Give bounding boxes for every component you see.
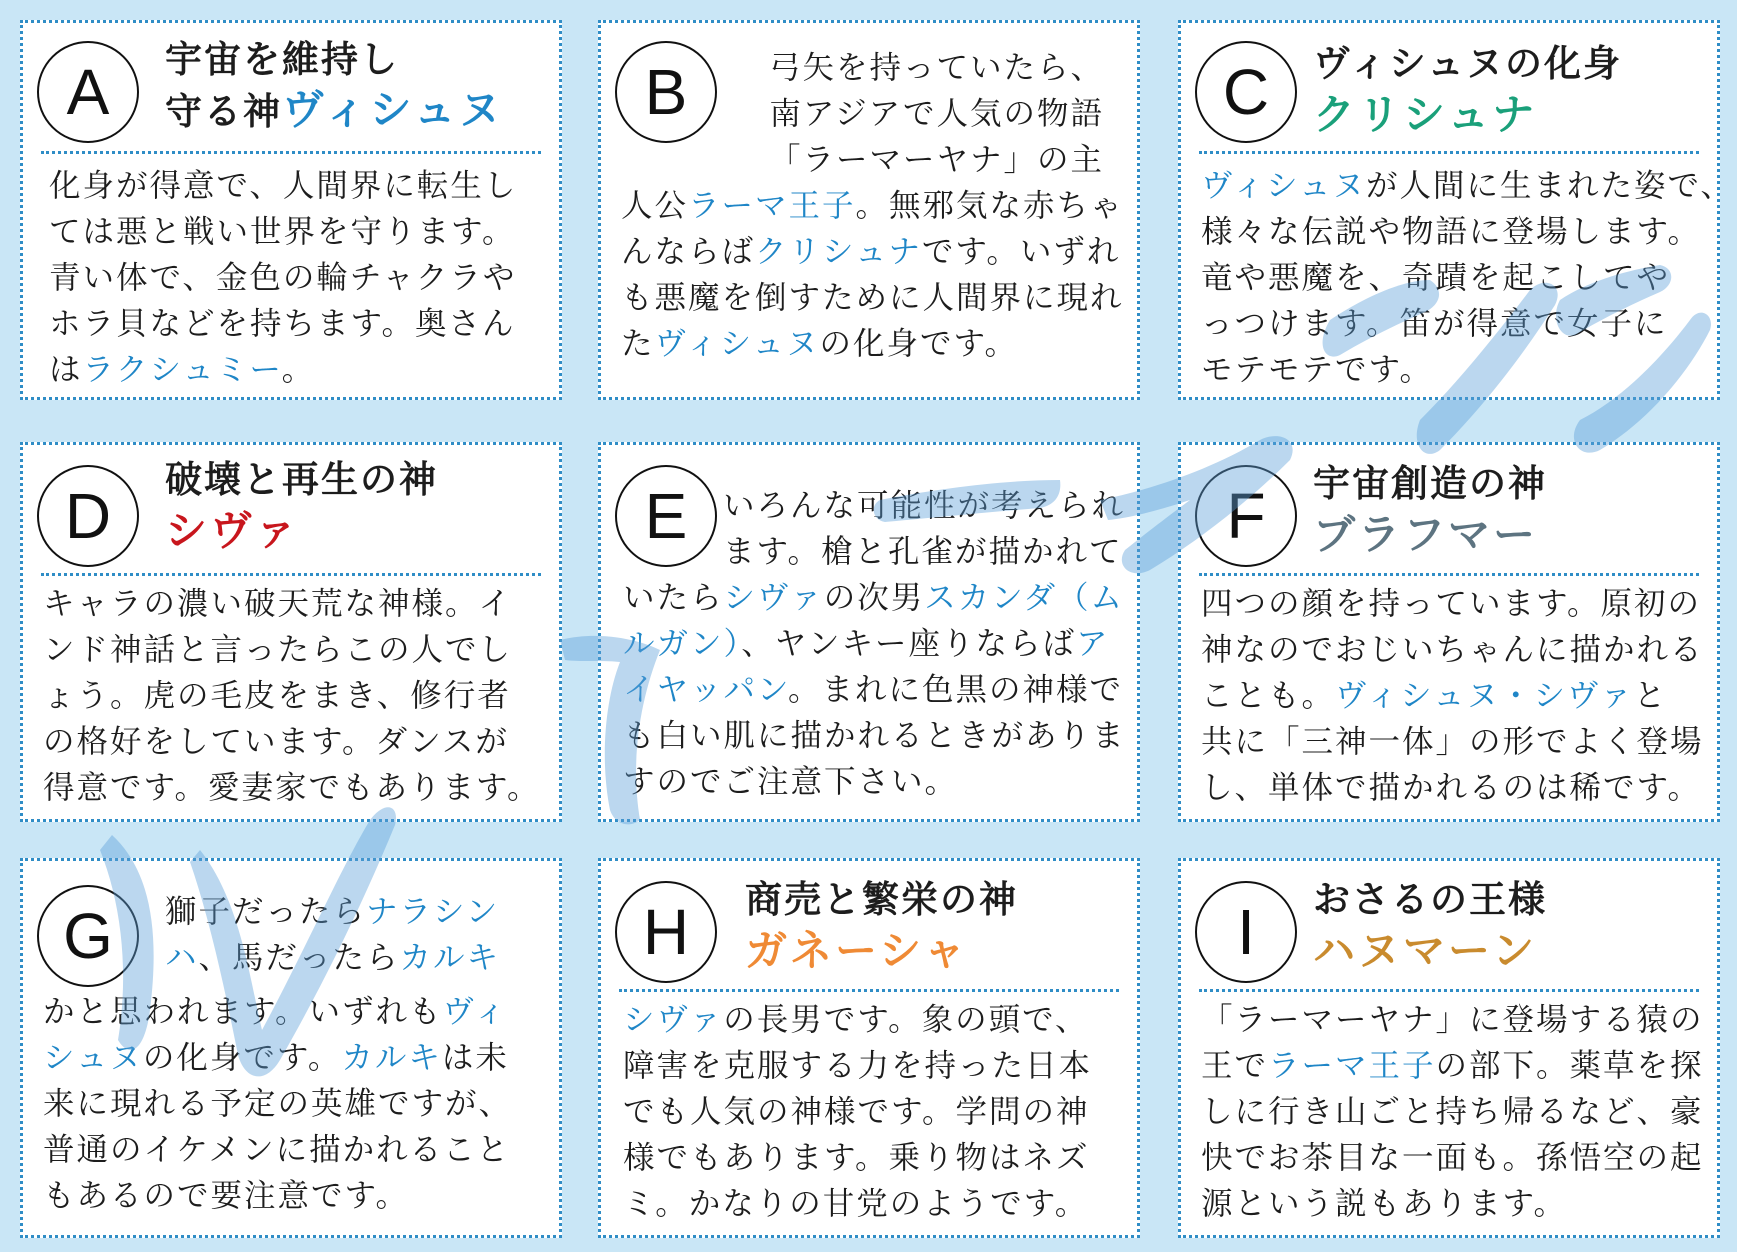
body-line: [49, 301, 517, 347]
card-body: [621, 183, 1124, 367]
body-text: と: [1633, 678, 1668, 714]
body-text: 、ヤンキー座りならば: [741, 626, 1076, 662]
body-line: [769, 137, 1104, 183]
divider: [41, 151, 541, 154]
body-line: [1201, 209, 1734, 255]
body-text: 源という説もあります。: [1201, 1186, 1567, 1222]
body-line: [43, 1127, 512, 1173]
body-line: [1201, 163, 1734, 209]
body-text: 弓矢を持っていたら、: [769, 50, 1105, 86]
card-f: [1178, 442, 1720, 822]
letter-badge: D: [37, 465, 139, 567]
divider: [619, 989, 1119, 992]
card-body: [43, 581, 540, 811]
body-line: [623, 1181, 1092, 1227]
card-g: [20, 858, 562, 1238]
body-line: [49, 209, 517, 255]
body-line: [621, 275, 1124, 321]
highlight-term: シヴァ: [623, 1002, 724, 1038]
highlight-term: ナラシン: [366, 894, 500, 930]
body-text: 。まれに色黒の神様で: [787, 672, 1123, 708]
body-text: の次男: [823, 580, 925, 616]
body-text: 様々な伝説や物語に登場します。: [1201, 214, 1701, 250]
highlight-term: カルキ: [341, 1040, 442, 1076]
body-line: [723, 483, 1125, 529]
card-body: [623, 575, 1126, 805]
body-text: 。: [281, 352, 316, 388]
divider: [41, 573, 541, 576]
body-line: [43, 673, 540, 719]
body-line: [1201, 1135, 1704, 1181]
highlight-term: ルガン）: [623, 626, 742, 662]
body-text: 来に現れる予定の英雄ですが、: [43, 1086, 513, 1122]
letter-badge: B: [615, 41, 717, 143]
body-text: し、単体で描かれるのは稀です。: [1201, 770, 1701, 806]
card-body-top: [165, 889, 500, 981]
card-e: [598, 442, 1140, 822]
body-text: キャラの濃い破天荒な神様。イ: [43, 586, 513, 622]
body-line: [43, 719, 540, 765]
highlight-term: ヴィシュヌ: [654, 326, 820, 362]
deity-name: ブラフマー: [1313, 510, 1539, 559]
body-text: が人間に生まれた姿で、: [1365, 168, 1734, 204]
body-text: 神なのでおじいちゃんに描かれる: [1201, 632, 1704, 668]
body-text: ます。槍と孔雀が描かれて: [723, 534, 1123, 570]
highlight-term: クリシュナ: [755, 234, 922, 270]
body-text: 様でもあります。乗り物はネズ: [623, 1140, 1090, 1176]
title-line-1: 商売と繁栄の神: [745, 878, 1018, 921]
deity-name: ヴィシュヌ: [282, 85, 504, 134]
body-text: の化身です。: [142, 1040, 342, 1076]
body-line: [49, 163, 517, 209]
highlight-term: ラクシュミー: [82, 352, 282, 388]
divider: [1199, 989, 1699, 992]
body-line: [1201, 719, 1704, 765]
body-text: も悪魔を倒すために人間界に現れ: [621, 280, 1124, 316]
body-line: [769, 45, 1104, 91]
body-line: [621, 229, 1124, 275]
body-text: んならば: [621, 234, 756, 270]
body-line: [1201, 673, 1704, 719]
body-line: [621, 183, 1124, 229]
highlight-term: シュヌ: [43, 1040, 143, 1076]
body-line: [43, 989, 512, 1035]
body-line: [623, 1135, 1092, 1181]
card-body: [1201, 163, 1734, 393]
letter-badge: H: [615, 881, 717, 983]
card-i: [1178, 858, 1720, 1238]
body-line: [43, 1035, 512, 1081]
card-title: [1313, 39, 1622, 141]
body-text: ホラ貝などを持ちます。奥さん: [49, 306, 516, 342]
highlight-term: シヴァ: [723, 580, 824, 616]
card-title: [745, 875, 1018, 977]
body-text: は未: [441, 1040, 509, 1076]
card-a: [20, 20, 562, 400]
body-text: 人公: [621, 188, 689, 224]
card-title: [165, 455, 438, 557]
body-line: [1201, 347, 1734, 393]
body-line: [165, 889, 500, 935]
highlight-term: イヤッパン: [623, 672, 788, 708]
body-line: [623, 997, 1092, 1043]
highlight-term: ハ: [165, 940, 199, 976]
body-text: ことも。: [1201, 678, 1336, 714]
body-line: [623, 667, 1126, 713]
body-line: [769, 91, 1104, 137]
body-line: [623, 759, 1126, 805]
letter-badge: E: [615, 465, 717, 567]
body-text: ては悪と戦い世界を守ります。: [49, 214, 516, 250]
card-h: [598, 858, 1140, 1238]
letter-badge: A: [37, 41, 139, 143]
title-line-1: ヴィシュヌの化身: [1313, 42, 1623, 85]
card-body: [1201, 581, 1704, 811]
card-c: [1178, 20, 1734, 400]
highlight-term: カルキ: [399, 940, 501, 976]
divider: [1199, 573, 1699, 576]
body-text: 普通のイケメンに描かれること: [43, 1132, 511, 1168]
body-text: 共に「三神一体」の形でよく登場: [1201, 724, 1704, 760]
card-body: [1201, 997, 1704, 1227]
title-line-1: 破壊と再生の神: [165, 458, 438, 501]
body-line: [623, 1089, 1092, 1135]
letter-badge: G: [37, 885, 139, 987]
card-d: [20, 442, 562, 822]
body-line: [623, 621, 1126, 667]
title-line-2-prefix: 守る神: [165, 90, 282, 133]
card-title: [165, 35, 504, 137]
letter-badge: F: [1195, 465, 1297, 567]
body-line: [43, 627, 540, 673]
body-text: 南アジアで人気の物語: [769, 96, 1105, 132]
body-text: の格好をしています。ダンスが: [43, 724, 509, 760]
body-text: もあるので要注意です。: [43, 1178, 409, 1214]
body-text: 。無邪気な赤ちゃ: [855, 188, 1124, 224]
body-line: [623, 713, 1126, 759]
body-line: [1201, 1089, 1704, 1135]
highlight-term: ヴィシュヌ・シヴァ: [1335, 678, 1634, 714]
body-text: の部下。薬草を探: [1435, 1048, 1704, 1084]
card-title: [1313, 875, 1547, 977]
deity-name: クリシュナ: [1313, 90, 1538, 139]
body-text: 「ラーマーヤナ」の主: [769, 142, 1105, 178]
card-body-top: [723, 483, 1125, 575]
body-text: 障害を克服する力を持った日本: [623, 1048, 1093, 1084]
highlight-term: ヴィ: [442, 994, 508, 1030]
card-b: [598, 20, 1140, 400]
title-line-1: 宇宙を維持し: [165, 38, 399, 81]
body-text: ょう。虎の毛皮をまき、修行者: [43, 678, 511, 714]
body-text: の化身です。: [819, 326, 1018, 362]
body-text: の長男です。象の頭で、: [723, 1002, 1089, 1038]
title-line-1: おさるの王様: [1313, 878, 1547, 921]
body-text: しに行き山ごと持ち帰るなど、豪: [1201, 1094, 1704, 1130]
body-line: [49, 347, 517, 393]
body-text: 獅子だったら: [165, 894, 367, 930]
body-text: た: [621, 326, 655, 362]
body-text: 得意です。愛妻家でもあります。: [43, 770, 541, 806]
body-text: 化身が得意で、人間界に転生し: [49, 168, 518, 204]
highlight-term: ラーマ王子: [1268, 1048, 1436, 1084]
body-text: でも人気の神様です。学問の神: [623, 1094, 1090, 1130]
letter-badge: I: [1195, 881, 1297, 983]
body-text: 快でお茶目な一面も。孫悟空の起: [1201, 1140, 1704, 1176]
body-line: [623, 1043, 1092, 1089]
body-text: っつけます。笛が得意で女子に: [1201, 306, 1668, 342]
card-body: [623, 997, 1092, 1227]
card-body: [49, 163, 517, 393]
card-title: [1313, 459, 1547, 561]
body-line: [1201, 581, 1704, 627]
body-line: [621, 321, 1124, 367]
deity-name: ハヌマーン: [1313, 926, 1538, 975]
body-text: も白い肌に描かれるときがありま: [623, 718, 1126, 754]
deity-name: ガネーシャ: [745, 926, 969, 975]
card-body: [43, 989, 512, 1219]
body-text: 「ラーマーヤナ」に登場する猿の: [1201, 1002, 1704, 1038]
body-text: 青い体で、金色の輪チャクラや: [49, 260, 517, 296]
body-line: [43, 1173, 512, 1219]
body-text: です。いずれ: [921, 234, 1121, 270]
body-text: かと思われます。いずれも: [43, 994, 443, 1030]
body-line: [43, 1081, 512, 1127]
highlight-term: ヴィシュヌ: [1201, 168, 1366, 204]
card-body-top: [769, 45, 1104, 183]
body-text: 王で: [1201, 1048, 1269, 1084]
letter-badge: C: [1195, 41, 1297, 143]
body-line: [43, 765, 540, 811]
body-line: [49, 255, 517, 301]
body-line: [165, 935, 500, 981]
body-line: [1201, 1043, 1704, 1089]
deity-name: シヴァ: [165, 506, 300, 555]
body-text: 竜や悪魔を、奇蹟を起こしてや: [1201, 260, 1671, 296]
body-text: ンド神話と言ったらこの人でし: [43, 632, 513, 668]
body-line: [623, 575, 1126, 621]
body-text: すのでご注意下さい。: [623, 764, 959, 800]
body-line: [1201, 997, 1704, 1043]
body-line: [1201, 1181, 1704, 1227]
body-line: [1201, 765, 1704, 811]
body-text: いたら: [623, 580, 724, 616]
body-line: [43, 581, 540, 627]
body-text: モテモテです。: [1201, 352, 1433, 388]
highlight-term: ア: [1075, 626, 1110, 662]
body-line: [1201, 627, 1704, 673]
body-text: ミ。かなりの甘党のようです。: [623, 1186, 1089, 1222]
title-line-1: 宇宙創造の神: [1313, 462, 1547, 505]
divider: [1199, 151, 1699, 154]
body-text: は: [49, 352, 83, 388]
body-line: [1201, 301, 1734, 347]
body-text: いろんな可能性が考えられ: [723, 488, 1126, 524]
highlight-term: ラーマ王子: [688, 188, 856, 224]
body-text: 、馬だったら: [198, 940, 400, 976]
highlight-term: スカンダ（ム: [924, 580, 1124, 616]
body-line: [723, 529, 1125, 575]
body-line: [1201, 255, 1734, 301]
title-line-2: [165, 85, 504, 137]
body-text: 四つの顔を持っています。原初の: [1201, 586, 1701, 622]
